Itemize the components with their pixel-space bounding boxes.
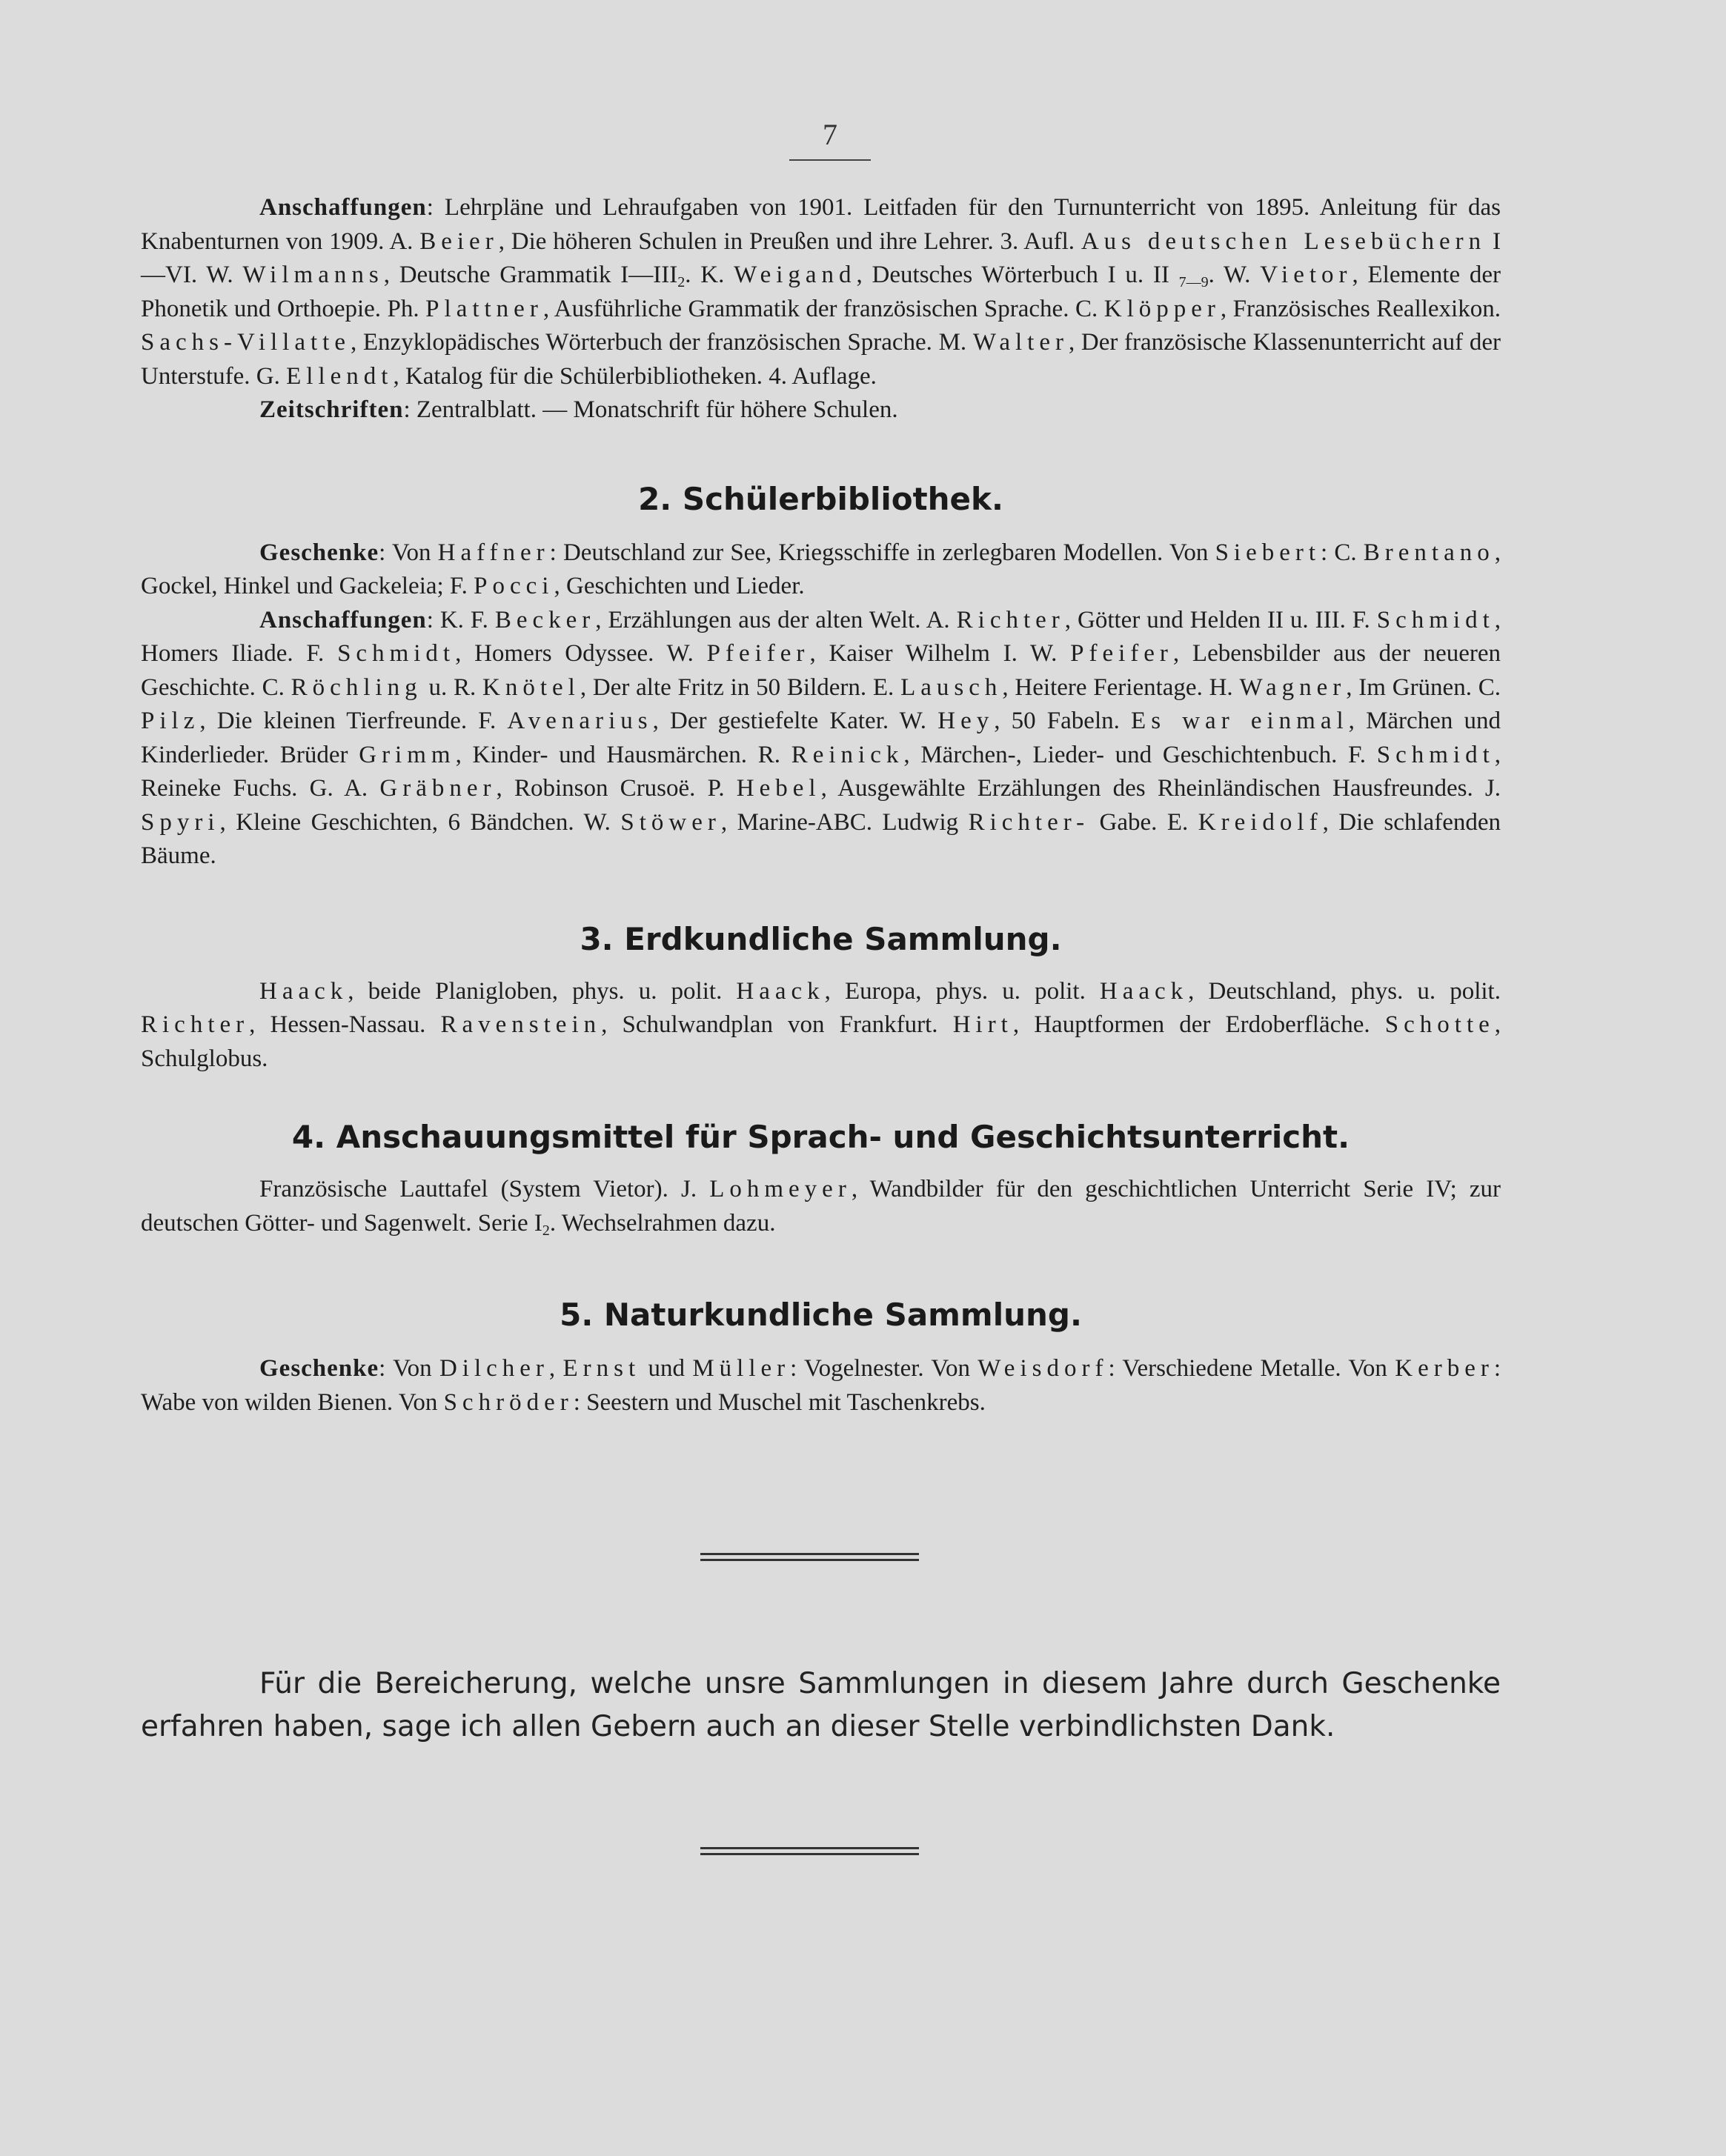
text: , Hauptformen der Erdoberfläche. bbox=[1012, 1011, 1385, 1038]
author-name: Ravenstein bbox=[440, 1011, 602, 1038]
section-heading-naturkundliche-sammlung: 5. Naturkundliche Sammlung. bbox=[560, 1297, 1082, 1333]
author-name: Röchling bbox=[291, 673, 422, 701]
text: , Schulwandplan von Frankfurt. bbox=[601, 1011, 953, 1038]
donor-name: Kerber bbox=[1395, 1355, 1494, 1382]
text: , Geschichten und Lieder. bbox=[554, 573, 805, 599]
text: , Homers Odyssee. W. bbox=[455, 640, 707, 667]
text: , beide Planigloben, phys. u. polit. bbox=[348, 977, 737, 1005]
text: , Europa, phys. u. polit. bbox=[824, 977, 1100, 1005]
text: , Märchen-, Lieder- und Geschichtenbuch. F. bbox=[903, 741, 1377, 768]
label-zeitschriften: Zeitschriften bbox=[259, 396, 404, 423]
text: u. R. bbox=[422, 673, 483, 701]
divider-line bbox=[700, 1853, 919, 1855]
text: : Wabe von wilden Bienen. Von bbox=[141, 1355, 1501, 1416]
author-name: Hebel bbox=[736, 775, 821, 802]
donor-name: Müller bbox=[692, 1355, 791, 1382]
author-name: Beier bbox=[419, 227, 499, 255]
text: , Französisches Reallexikon. bbox=[1220, 295, 1501, 322]
author-name: Weigand bbox=[734, 262, 857, 288]
section-heading-anschauungsmittel: 4. Anschauungsmittel für Sprach- und Geschichtsunterricht. bbox=[291, 1119, 1350, 1155]
text: , Die höheren Schulen in Preußen und ihre Lehrer. 3. Aufl. bbox=[498, 227, 1081, 255]
author-name: Pfeifer bbox=[1070, 640, 1173, 667]
donor-name: Siebert bbox=[1215, 539, 1321, 566]
author-name: Walter bbox=[972, 329, 1069, 356]
author-name: Pilz bbox=[141, 708, 200, 734]
author-name: Stöwer bbox=[620, 808, 721, 836]
text: , Märchen und Kinderlieder. Brüder bbox=[141, 708, 1501, 768]
text: . W. bbox=[1208, 262, 1261, 288]
book-title-spaced: Aus deutschen Lesebüchern bbox=[1081, 227, 1487, 255]
text: : C. bbox=[1321, 539, 1364, 566]
donor-name: Dilcher bbox=[439, 1355, 549, 1382]
author-name: Richter- bbox=[968, 808, 1090, 836]
author-name: Schmidt bbox=[1376, 741, 1495, 768]
author-name: Grimm bbox=[359, 741, 456, 768]
text: , Enzyklopädisches Wörterbuch der französischen Sprache. M. bbox=[350, 329, 973, 356]
label-anschaffungen: Anschaffungen bbox=[259, 194, 427, 221]
author-name: Spyri bbox=[141, 808, 220, 836]
text: , Der gestiefelte Kater. W. bbox=[652, 708, 938, 734]
author-name: Richter bbox=[956, 606, 1065, 633]
author-name: Pocci bbox=[474, 573, 554, 599]
author-name: Schotte bbox=[1384, 1011, 1495, 1038]
page-number-rule bbox=[789, 159, 871, 161]
end-divider bbox=[700, 1847, 919, 1859]
anschaffungen-paragraph bbox=[141, 191, 1501, 393]
text: : Von bbox=[379, 539, 438, 566]
subscript: 2 bbox=[542, 1222, 550, 1239]
text: : Verschiedene Metalle. Von bbox=[1108, 1355, 1395, 1382]
author-name: Schmidt bbox=[337, 640, 456, 667]
text: , Kaiser Wilhelm I. W. bbox=[809, 640, 1071, 667]
author-name: Kreidolf bbox=[1198, 808, 1323, 836]
text: : Deutschland zur See, Kriegsschiffe in zerlegbaren Modellen. Von bbox=[549, 539, 1215, 566]
text: , Homers Iliade. F. bbox=[141, 606, 1501, 667]
zeitschriften-paragraph bbox=[141, 393, 1501, 427]
erdkunde-paragraph bbox=[141, 975, 1501, 1077]
naturkunde-paragraph bbox=[141, 1352, 1501, 1420]
author-name: Reinick bbox=[791, 741, 904, 768]
author-name: Vietor bbox=[1260, 262, 1352, 288]
author-name: Lohmeyer bbox=[709, 1176, 852, 1202]
text: , Kinder- und Hausmärchen. R. bbox=[455, 741, 791, 768]
subscript: 2 bbox=[677, 274, 686, 290]
author-name: Richter bbox=[141, 1011, 250, 1038]
text: , Deutsche Grammatik I—III bbox=[383, 262, 678, 288]
geschenke-paragraph bbox=[141, 536, 1501, 604]
text: , Schulglobus. bbox=[141, 1011, 1501, 1072]
author-name: Becker bbox=[494, 606, 596, 633]
text: , Der französische Klassenunterricht auf der Unterstufe. G. bbox=[141, 329, 1501, 390]
author-name: Ellendt bbox=[286, 362, 394, 390]
author-name: Wilmanns bbox=[242, 262, 384, 288]
text: : Zentralblatt. — Monatschrift für höhere Schulen. bbox=[403, 396, 898, 423]
donor-name: Weisdorf bbox=[977, 1355, 1109, 1382]
label-anschaffungen: Anschaffungen bbox=[259, 606, 427, 633]
text: , Ausgewählte Erzählungen des Rheinländischen Hausfreundes. J. bbox=[820, 775, 1501, 802]
text: , Marine-ABC. Ludwig bbox=[720, 808, 969, 836]
text: , Robinson Crusoë. P. bbox=[496, 775, 737, 802]
text: , Deutsches Wörterbuch I u. II bbox=[856, 262, 1179, 288]
author-name: Hey bbox=[937, 708, 995, 734]
text: , Deutschland, phys. u. polit. bbox=[1188, 977, 1501, 1005]
author-name: Lausch bbox=[900, 673, 1003, 701]
author-name: Haack bbox=[259, 977, 348, 1005]
author-name: Klöpper bbox=[1103, 295, 1221, 322]
main-content bbox=[141, 191, 1501, 1420]
text: , bbox=[548, 1355, 563, 1382]
text: , Götter und Helden II u. III. F. bbox=[1064, 606, 1377, 633]
text: . K. bbox=[685, 262, 734, 288]
text: : Von bbox=[379, 1355, 439, 1382]
text: , Hessen-Nassau. bbox=[249, 1011, 441, 1038]
text: : Seestern und Muschel mit Taschenkrebs. bbox=[573, 1388, 986, 1416]
text: . Wechselrahmen dazu. bbox=[549, 1209, 776, 1237]
closing-statement: Für die Bereicherung, welche unsre Sammlungen in diesem Jahre durch Geschenke erfahren haben, sage ich allen Gebern auch an dieser Stelle verbindlichsten Dank. bbox=[141, 1667, 1501, 1743]
section-heading-schuelerbibliothek: 2. Schülerbibliothek. bbox=[638, 480, 1003, 517]
author-name: Pfeifer bbox=[706, 640, 810, 667]
text: , Heitere Ferientage. H. bbox=[1002, 673, 1240, 701]
section-heading-erdkundliche-sammlung: 3. Erdkundliche Sammlung. bbox=[580, 920, 1062, 957]
author-name: Knötel bbox=[482, 673, 580, 701]
text: , Reineke Fuchs. G. A. bbox=[141, 741, 1501, 802]
label-geschenke: Geschenke bbox=[259, 539, 379, 566]
text: , Die schlafenden Bäume. bbox=[141, 808, 1501, 869]
text: , Ausführliche Grammatik der französischen Sprache. C. bbox=[542, 295, 1104, 322]
text: und bbox=[640, 1355, 693, 1382]
text: , Wandbilder für den geschichtlichen Unterricht Serie IV; zur deutschen Götter- und Sagenwelt. Serie I bbox=[141, 1176, 1501, 1237]
text: , Elemente der Phonetik und Orthoepie. Ph. bbox=[141, 262, 1501, 322]
text: , Katalog für die Schülerbibliotheken. 4. Auflage. bbox=[393, 362, 877, 390]
anschaffungen-paragraph bbox=[141, 604, 1501, 874]
text: : K. F. bbox=[426, 606, 495, 633]
author-name: Wagner bbox=[1239, 673, 1347, 701]
donor-name: Schröder bbox=[443, 1388, 574, 1416]
text: , Die kleinen Tierfreunde. F. bbox=[199, 708, 508, 734]
label-geschenke: Geschenke bbox=[259, 1355, 379, 1382]
section-divider bbox=[700, 1553, 919, 1565]
divider-line bbox=[700, 1553, 919, 1555]
text: , Im Grünen. C. bbox=[1346, 673, 1501, 701]
text: : Vogelnester. Von bbox=[790, 1355, 978, 1382]
book-title-spaced: Es war einmal bbox=[1131, 708, 1349, 734]
subscript: 7—9 bbox=[1178, 274, 1209, 290]
author-name: Avenarius bbox=[507, 708, 653, 734]
text: Französische Lauttafel (System Vietor). J. bbox=[259, 1176, 710, 1202]
text: , Kleine Geschichten, 6 Bändchen. W. bbox=[219, 808, 621, 836]
donor-name: Haffner bbox=[437, 539, 550, 566]
author-name: Sachs-Villatte bbox=[141, 329, 351, 356]
text: , 50 Fabeln. bbox=[994, 708, 1132, 734]
author-name: Schmidt bbox=[1376, 606, 1495, 633]
anschauungsmittel-paragraph bbox=[141, 1173, 1501, 1240]
author-name: Hirt bbox=[952, 1011, 1013, 1038]
author-name: Gräbner bbox=[379, 775, 497, 802]
divider-line bbox=[700, 1847, 919, 1849]
donor-name: Ernst bbox=[562, 1355, 641, 1382]
text: , Der alte Fritz in 50 Bildern. E. bbox=[580, 673, 901, 701]
text: I—VI. W. bbox=[141, 227, 1501, 288]
author-name: Brentano bbox=[1363, 539, 1495, 566]
text: Gabe. E. bbox=[1089, 808, 1198, 836]
author-name: Haack bbox=[736, 977, 825, 1005]
text: , Lebensbilder aus der neueren Geschichte. C. bbox=[141, 640, 1501, 701]
text: , Erzählungen aus der alten Welt. A. bbox=[595, 606, 957, 633]
author-name: Haack bbox=[1099, 977, 1189, 1005]
author-name: Plattner bbox=[425, 295, 543, 322]
text: , Gockel, Hinkel und Gackeleia; F. bbox=[141, 539, 1501, 599]
text: : Lehrpläne und Lehraufgaben von 1901. Leitfaden für den Turnunterricht von 1895. Anleitung für das Knabenturnen von 1909. A. bbox=[141, 194, 1501, 255]
page-number: 7 bbox=[823, 118, 837, 151]
divider-line bbox=[700, 1559, 919, 1561]
